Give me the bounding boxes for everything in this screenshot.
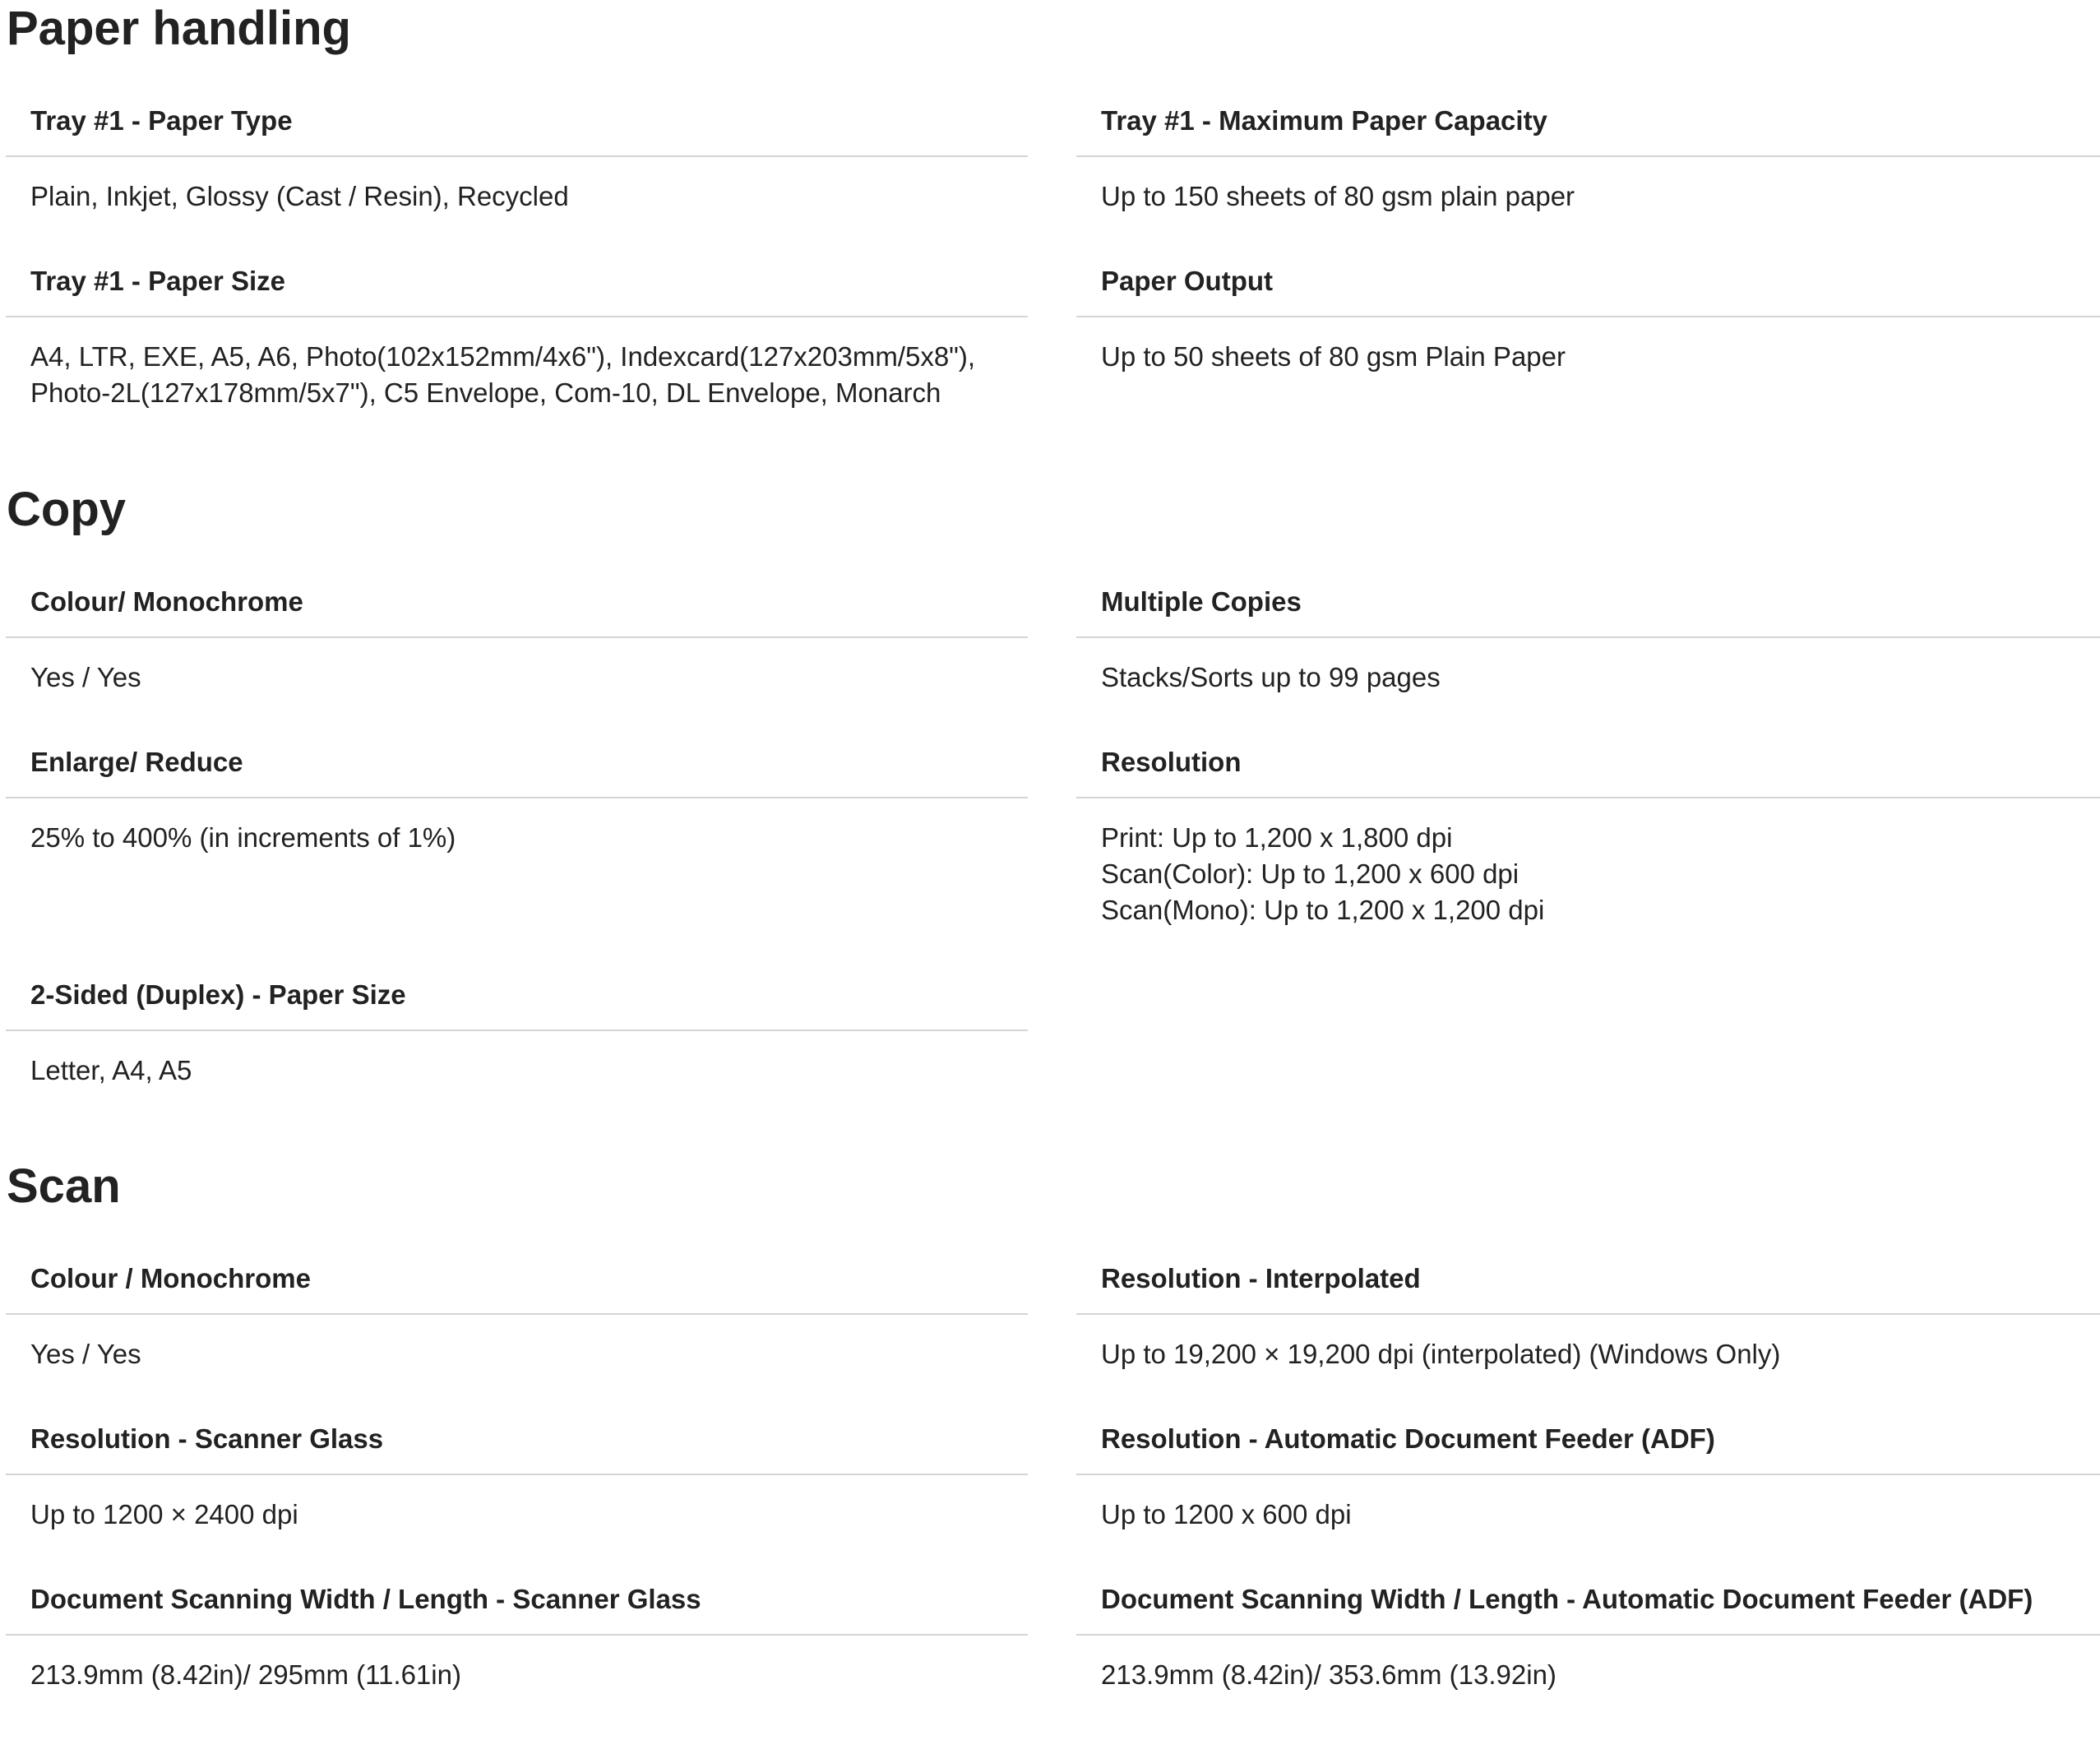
section-title: Paper handling [7,2,351,55]
spec-value-line: Letter, A4, A5 [30,1055,192,1085]
spec-label-text: Document Scanning Width / Length - Automatic Document Feeder (ADF) [1101,1584,2033,1614]
spec-scan-size-scanner-glass [6,1568,1028,1693]
spec-copy-resolution [1076,731,2100,928]
spec-label [1076,1408,2100,1475]
spec-value [1076,1315,2100,1372]
spec-value [6,1315,1028,1372]
spec-value-line: Scan(Color): Up to 1,200 x 600 dpi [1101,858,1519,889]
spec-value-line: Up to 150 sheets of 80 gsm plain paper [1101,181,1575,211]
spec-label-text: Tray #1 - Paper Type [30,105,293,136]
spec-value [1076,157,2100,215]
spec-label [6,90,1028,157]
spec-value-line: Up to 1200 × 2400 dpi [30,1499,298,1529]
spec-value-line: Up to 19,200 × 19,200 dpi (interpolated) (Windows Only) [1101,1339,1781,1369]
spec-label-text: Colour / Monochrome [30,1263,311,1293]
spec-value [6,1031,1028,1089]
spec-label [6,571,1028,638]
spec-label-text: Paper Output [1101,266,1274,296]
spec-resolution-interpolated [1076,1247,2100,1372]
spec-value-line: 25% to 400% (in increments of 1%) [30,822,456,853]
section-title: Scan [7,1159,121,1213]
spec-label-text: Tray #1 - Paper Size [30,266,286,296]
spec-value-line: 213.9mm (8.42in)/ 295mm (11.61in) [30,1659,461,1690]
spec-tray1-paper-size [6,250,1028,411]
spec-value [6,638,1028,696]
spec-label [1076,1247,2100,1315]
spec-resolution-scanner-glass [6,1408,1028,1533]
spec-scan-colour-monochrome [6,1247,1028,1372]
spec-label-text: Tray #1 - Maximum Paper Capacity [1101,105,1547,136]
spec-value-line: Stacks/Sorts up to 99 pages [1101,662,1441,692]
spec-value-line: Yes / Yes [30,1339,141,1369]
spec-value-line: Scan(Mono): Up to 1,200 x 1,200 dpi [1101,895,1545,925]
spec-value [1076,1475,2100,1533]
spec-value [1076,1636,2100,1693]
section-title: Copy [7,483,126,536]
spec-value-line: Up to 1200 x 600 dpi [1101,1499,1352,1529]
spec-label [1076,1568,2100,1636]
spec-label-text: Resolution - Automatic Document Feeder (ADF) [1101,1423,1715,1454]
spec-scan-size-adf [1076,1568,2100,1693]
spec-multiple-copies [1076,571,2100,696]
spec-label [1076,571,2100,638]
spec-duplex-paper-size [6,964,1028,1089]
spec-label [6,1568,1028,1636]
spec-resolution-adf [1076,1408,2100,1533]
spec-enlarge-reduce [6,731,1028,856]
spec-value [6,798,1028,856]
spec-value-line: Plain, Inkjet, Glossy (Cast / Resin), Recycled [30,181,569,211]
spec-value [1076,798,2100,928]
spec-label-text: Colour/ Monochrome [30,586,303,617]
spec-value [6,1475,1028,1533]
spec-label [1076,250,2100,317]
spec-value-line: Yes / Yes [30,662,141,692]
spec-label [6,731,1028,798]
spec-label [6,1408,1028,1475]
spec-label-text: Resolution - Interpolated [1101,1263,1421,1293]
spec-label [6,964,1028,1031]
spec-label-text: Multiple Copies [1101,586,1302,617]
spec-label-text: Enlarge/ Reduce [30,747,243,777]
spec-label [6,250,1028,317]
spec-value [6,157,1028,215]
spec-value-line: Print: Up to 1,200 x 1,800 dpi [1101,822,1453,853]
spec-tray1-paper-type [6,90,1028,215]
spec-tray1-max-capacity [1076,90,2100,215]
spec-label-text: Resolution - Scanner Glass [30,1423,384,1454]
spec-value [1076,638,2100,696]
spec-label-text: Resolution [1101,747,1242,777]
spec-value [6,1636,1028,1693]
spec-value-line: Up to 50 sheets of 80 gsm Plain Paper [1101,341,1566,372]
spec-value-line: 213.9mm (8.42in)/ 353.6mm (13.92in) [1101,1659,1556,1690]
spec-label-text: Document Scanning Width / Length - Scanner Glass [30,1584,701,1614]
spec-value [6,317,1028,411]
spec-value-line: A4, LTR, EXE, A5, A6, Photo(102x152mm/4x6"), Indexcard(127x203mm/5x8"), [30,341,976,372]
spec-value [1076,317,2100,375]
spec-label [1076,90,2100,157]
spec-paper-output [1076,250,2100,375]
spec-label-text: 2-Sided (Duplex) - Paper Size [30,979,406,1010]
spec-label [6,1247,1028,1315]
spec-label [1076,731,2100,798]
spec-copy-colour-monochrome [6,571,1028,696]
spec-value-line: Photo-2L(127x178mm/5x7"), C5 Envelope, Com-10, DL Envelope, Monarch [30,377,941,408]
